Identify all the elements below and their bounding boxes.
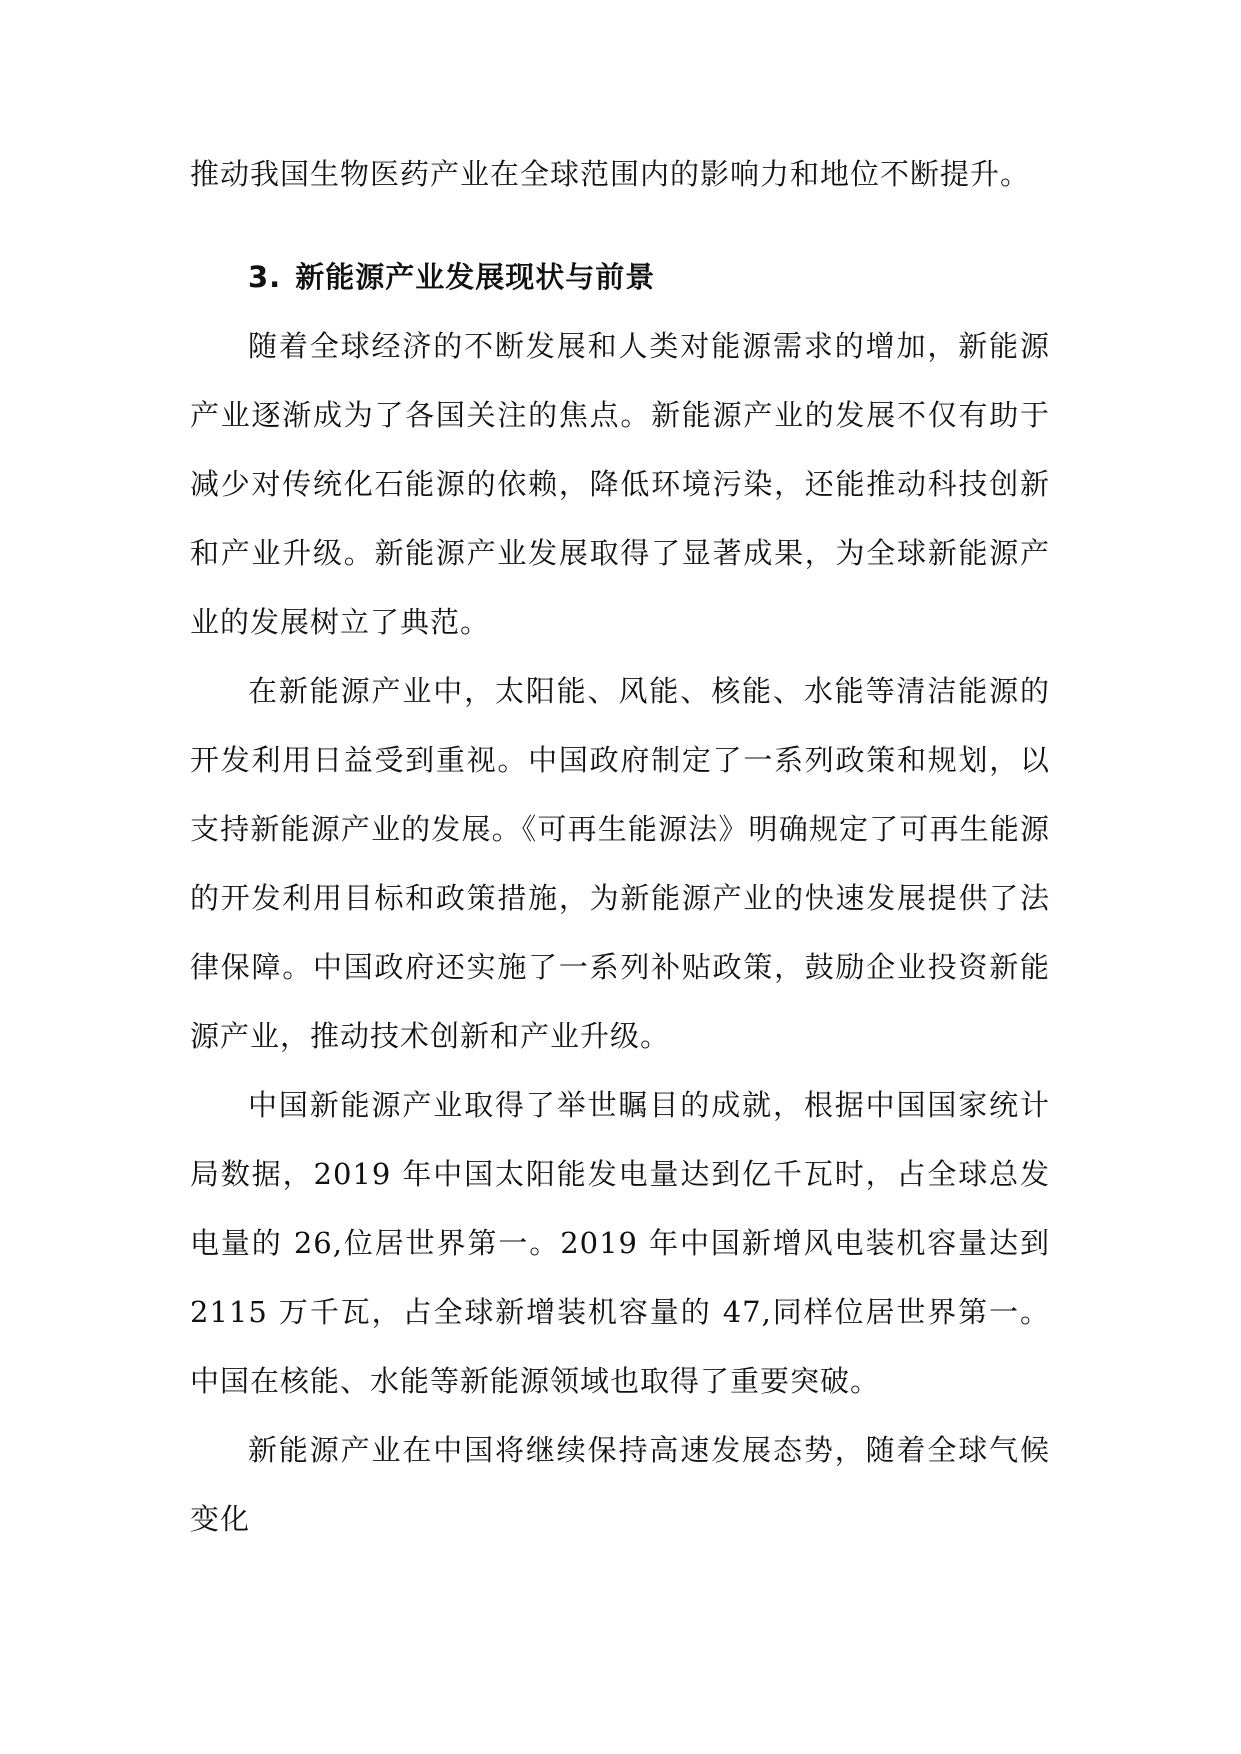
section-heading	[190, 243, 1050, 312]
paragraph-3: 中国新能源产业取得了举世瞩目的成就，根据中国国家统计局数据，2019 年中国太阳能发电量达到亿千瓦时，占全球总发电量的 26,位居世界第一。2019 年中国新增风电装机容量达到 2115 万千瓦，占全球新增装机容量的 47,同样位居世界第一。中国在核能、水能等新能源领域也取得了重要突破。	[190, 1088, 1050, 1398]
paragraph-1: 随着全球经济的不断发展和人类对能源需求的增加，新能源产业逐渐成为了各国关注的焦点。新能源产业的发展不仅有助于减少对传统化石能源的依赖，降低环境污染，还能推动科技创新和产业升级。新能源产业发展取得了显著成果，为全球新能源产业的发展树立了典范。	[190, 329, 1050, 639]
document-body	[190, 140, 1050, 1554]
section-title: 新能源产业发展现状与前景	[295, 260, 656, 294]
carryover-paragraph: 推动我国生物医药产业在全球范围内的影响力和地位不断提升。	[190, 157, 1031, 191]
section-number: 3.	[248, 260, 282, 294]
paragraph-4: 新能源产业在中国将继续保持高速发展态势，随着全球气候变化	[190, 1433, 1050, 1536]
paragraph-2: 在新能源产业中，太阳能、风能、核能、水能等清洁能源的开发利用日益受到重视。中国政府制定了一系列政策和规划，以支持新能源产业的发展。《可再生能源法》明确规定了可再生能源的开发利用目标和政策措施，为新能源产业的快速发展提供了法律保障。中国政府还实施了一系列补贴政策，鼓励企业投资新能源产业，推动技术创新和产业升级。	[190, 674, 1050, 1053]
